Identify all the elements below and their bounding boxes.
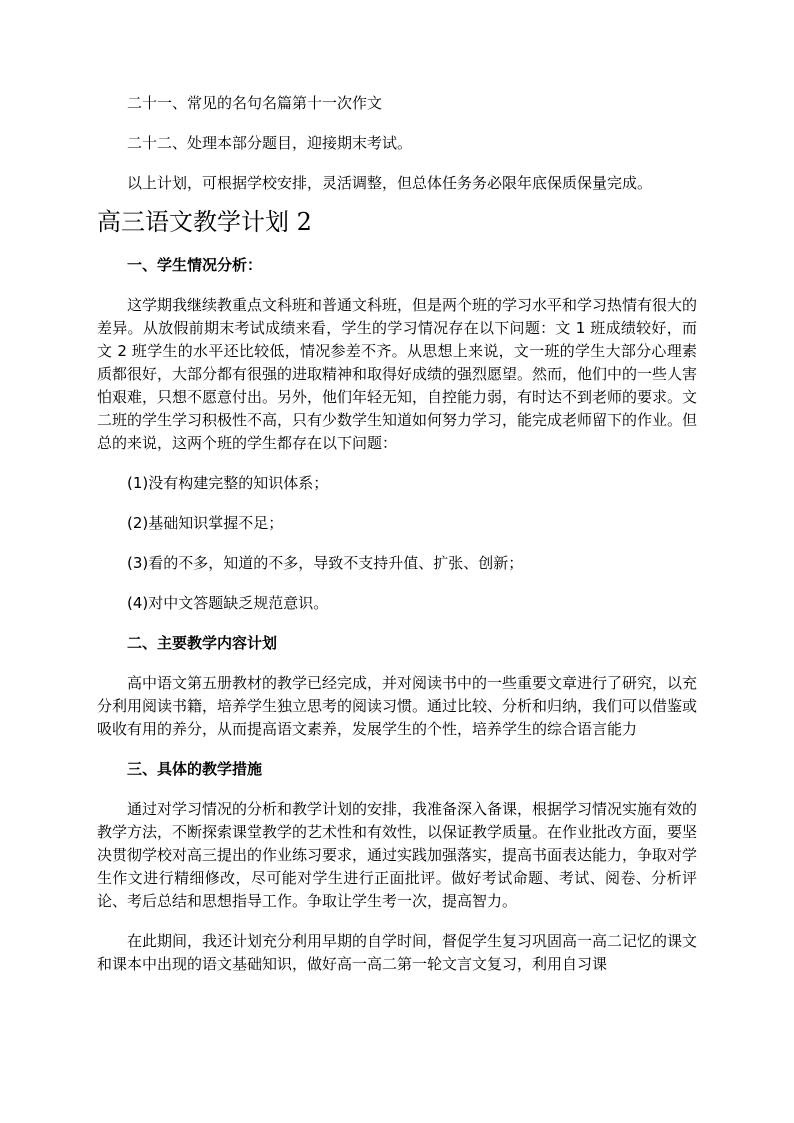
section-heading-student-analysis: 一、学生情况分析：	[127, 256, 263, 274]
section-paragraph-teaching-content: 高中语文第五册教材的教学已经完成，并对阅读书中的一些重要文章进行了研究，以充分利用阅读书籍，培养学生独立思考的阅读习惯。通过比较、分析和归纳，我们可以借鉴或吸收有用的养分，从而提高语文素养，发展学生的个性，培养学生的综合语言能力	[97, 674, 698, 738]
list-item: (4)对中文答题缺乏规范意识。	[127, 594, 329, 612]
document-page	[97, 92, 697, 976]
document-title: 高三语文教学计划 2	[97, 208, 312, 236]
list-item: (3)看的不多，知道的不多，导致不支持升值、扩张、创新；	[127, 554, 524, 572]
section-heading-teaching-content: 二、主要教学内容计划	[127, 634, 278, 652]
section-paragraph-teaching-measures-2: 在此期间，我还计划充分利用早期的自学时间，督促学生复习巩固高一高二记忆的课文和课本中出现的语文基础知识，做好高一高二第一轮文言文复习，利用自习课	[97, 932, 698, 973]
list-item: (1)没有构建完整的知识体系；	[127, 474, 329, 492]
section-paragraph-teaching-measures-1: 通过对学习情况的分析和教学计划的安排，我准备深入备课，根据学习情况实施有效的教学方法，不断探索课堂教学的艺术性和有效性，以保证教学质量。在作业批改方面，要坚决贯彻学校对高三提出的作业练习要求，通过实践加强落实，提高书面表达能力，争取对学生作文进行精细修改，尽可能对学生进行正面批评。做好考试命题、考试、阅卷、分析评论、考后总结和思想指导工作。争取让学生考一次，提高智力。	[97, 800, 698, 910]
plan-item-21: 二十一、常见的名句名篇第十一次作文	[127, 94, 383, 112]
plan-item-22: 二十二、处理本部分题目，迎接期末考试。	[127, 134, 413, 152]
section-heading-teaching-measures: 三、具体的教学措施	[127, 760, 263, 778]
list-item: (2)基础知识掌握不足；	[127, 514, 284, 532]
section-paragraph-student-analysis: 这学期我继续教重点文科班和普通文科班，但是两个班的学习水平和学习热情有很大的差异。从放假前期末考试成绩来看，学生的学习情况存在以下问题：文 1 班成绩较好，而文 2 班学生的水平还比较低，情况参差不齐。从思想上来说，文一班的学生大部分心理素质都很好，大部分都有很强的进取精神和取得好成绩的强烈愿望。然而，他们中的一些人害怕艰难，只想不愿意付出。另外，他们年轻无知，自控能力弱，有时达不到老师的要求。文二班的学生学习积极性不高，只有少数学生知道如何努力学习，能完成老师留下的作业。但总的来说，这两个班的学生都存在以下问题：	[97, 296, 698, 452]
plan-note: 以上计划，可根据学校安排，灵活调整，但总体任务务必限年底保质保量完成。	[127, 174, 653, 192]
